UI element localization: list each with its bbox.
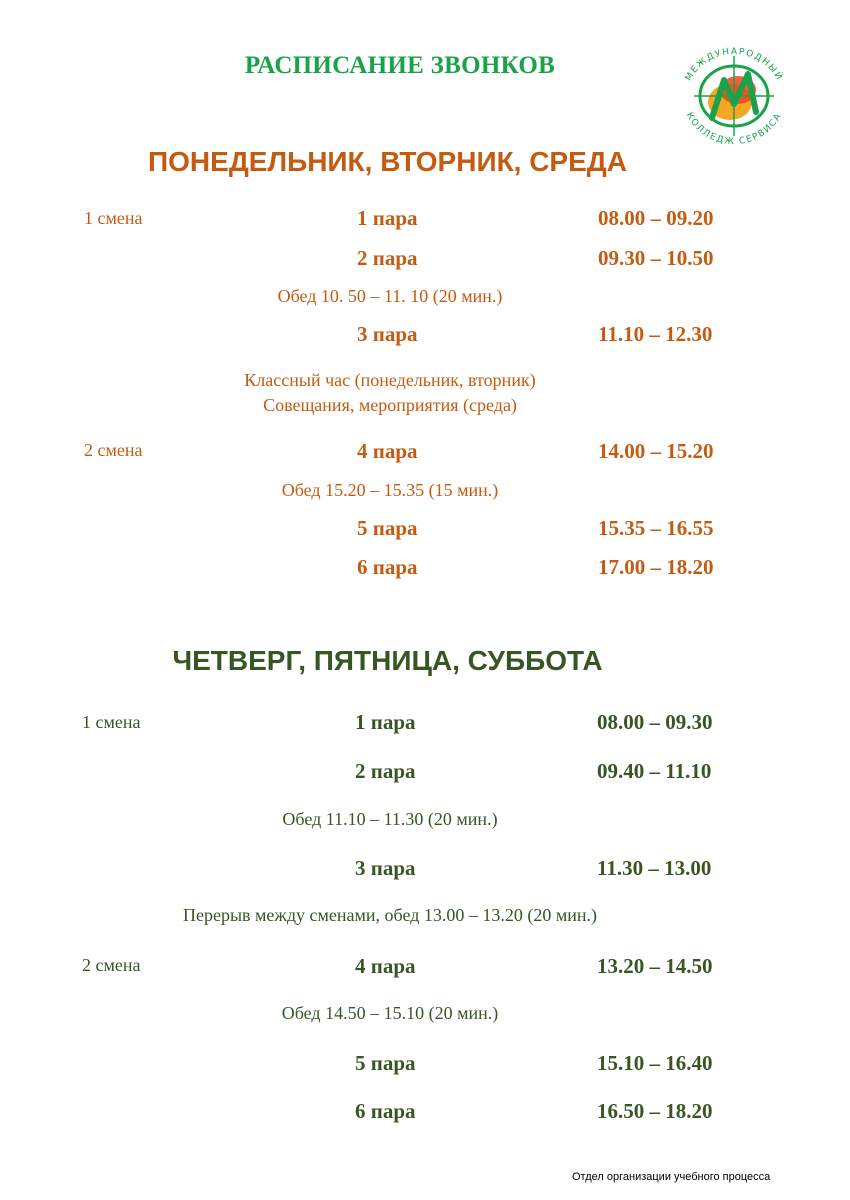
pair-time: 14.00 – 15.20 (598, 439, 714, 463)
pair-label: 3 пара (357, 322, 418, 346)
section-heading: ЧЕТВЕРГ, ПЯТНИЦА, СУББОТА (172, 645, 603, 676)
shift-label: 2 смена (84, 440, 143, 460)
pair-label: 5 пара (355, 1051, 416, 1075)
pair-time: 11.10 – 12.30 (598, 322, 713, 346)
class-hour-note: Классный час (понедельник, вторник) (244, 370, 536, 390)
pair-time: 09.30 – 10.50 (598, 246, 714, 270)
section-heading: ПОНЕДЕЛЬНИК, ВТОРНИК, СРЕДА (148, 146, 627, 177)
pair-time: 15.35 – 16.55 (598, 516, 714, 540)
pair-time: 17.00 – 18.20 (598, 555, 714, 579)
pair-label: 2 пара (357, 246, 418, 270)
pair-label: 6 пара (355, 1099, 416, 1123)
pair-time: 08.00 – 09.20 (598, 206, 714, 230)
logo-arc-bottom: КОЛЛЕДЖ СЕРВИСА (683, 111, 785, 148)
lunch-note: Обед 11.10 – 11.30 (20 мин.) (282, 809, 498, 829)
shift-break-note: Перерыв между сменами, обед 13.00 – 13.20 (20 мин.) (182, 905, 598, 925)
pair-label: 2 пара (355, 759, 416, 783)
college-logo (668, 38, 800, 153)
pair-label: 4 пара (355, 954, 416, 978)
pair-time: 13.20 – 14.50 (597, 954, 713, 978)
pair-time: 08.00 – 09.30 (597, 710, 713, 734)
pair-label: 5 пара (357, 516, 418, 540)
pair-time: 11.30 – 13.00 (597, 856, 712, 880)
lunch-note: Обед 14.50 – 15.10 (20 мин.) (281, 1003, 499, 1023)
shift-label: 2 смена (82, 955, 141, 975)
page-title: РАСПИСАНИЕ ЗВОНКОВ (244, 52, 556, 79)
pair-time: 16.50 – 18.20 (597, 1099, 713, 1123)
pair-label: 1 пара (355, 710, 416, 734)
pair-label: 3 пара (355, 856, 416, 880)
logo-emblem-icon (694, 56, 774, 136)
shift-label: 1 смена (84, 208, 143, 228)
pair-time: 09.40 – 11.10 (597, 759, 712, 783)
shift-label: 1 смена (82, 712, 141, 732)
pair-label: 6 пара (357, 555, 418, 579)
pair-label: 1 пара (357, 206, 418, 230)
lunch-note: Обед 10. 50 – 11. 10 (20 мин.) (277, 286, 503, 306)
lunch-note: Обед 15.20 – 15.35 (15 мин.) (281, 480, 499, 500)
footer-department: Отдел организации учебного процесса (572, 1171, 771, 1183)
meetings-note: Совещания, мероприятия (среда) (263, 395, 517, 415)
logo-arc-top: МЕЖДУНАРОДНЫЙ (683, 46, 785, 83)
pair-time: 15.10 – 16.40 (597, 1051, 713, 1075)
pair-label: 4 пара (357, 439, 418, 463)
